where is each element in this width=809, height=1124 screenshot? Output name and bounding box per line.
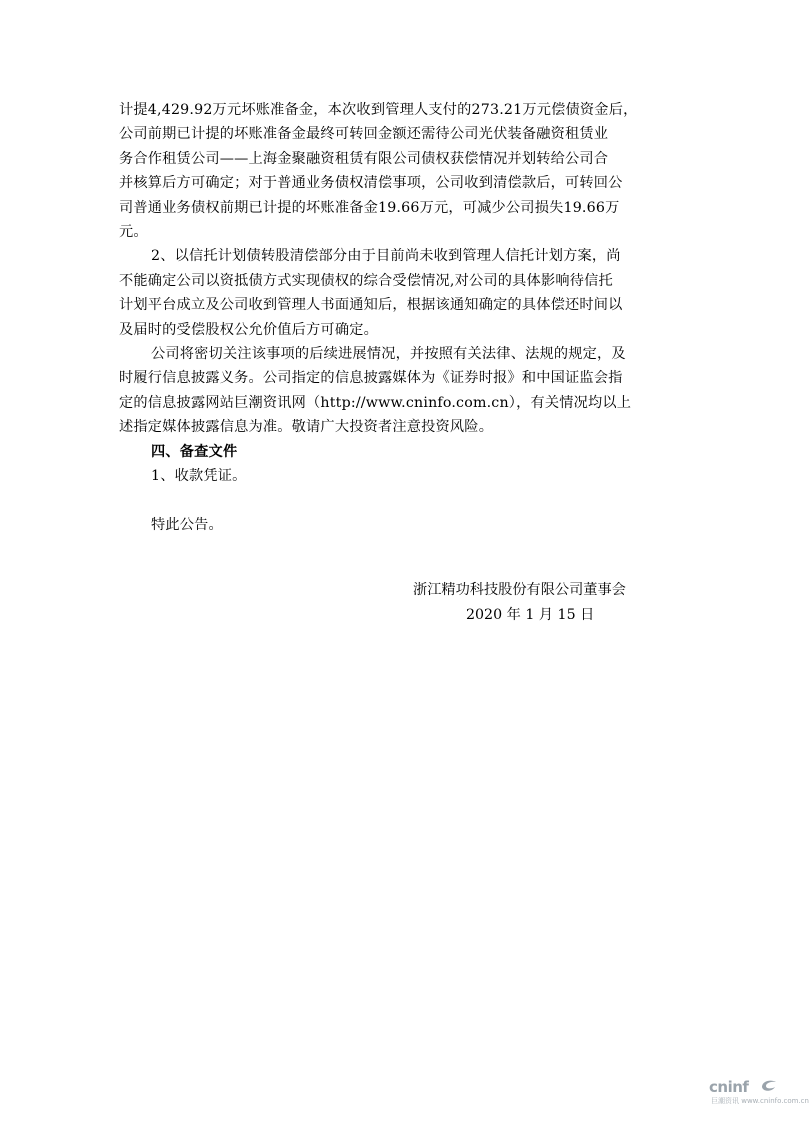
text-line: 司普通业务债权前期已计提的坏账准备金19.66万元，可减少公司损失19.66万: [119, 199, 620, 216]
watermark-logo-text: cninf: [709, 1078, 749, 1096]
signature-date: 2020 年 1 月 15 日: [466, 607, 595, 623]
paragraph-impact-1: [119, 98, 679, 244]
signature-company: 浙江精功科技股份有限公司董事会: [413, 582, 626, 598]
heading-text: 四、备查文件: [151, 443, 238, 460]
body-text: [119, 98, 679, 537]
text-line: 不能确定公司以资抵债方式实现债权的综合受偿情况,对公司的具体影响待信托: [119, 272, 613, 289]
text-line: 公司将密切关注该事项的后续进展情况，并按照有关法律、法规的规定，及: [151, 346, 626, 363]
watermark-cn-name: 巨潮资讯: [711, 1097, 739, 1105]
text-line: 定的信息披露网站巨潮资讯网（http://www.cninfo.com.cn），有关情况均以上: [119, 394, 632, 411]
closing-paragraph: [119, 513, 679, 537]
closing-text: 特此公告。: [151, 516, 223, 533]
watermark-subtext: [711, 1096, 809, 1106]
cninfo-watermark: [709, 1076, 809, 1110]
text-line: 计提4,429.92万元坏账准备金，本次收到管理人支付的273.21万元偿债资金后，: [119, 102, 638, 118]
text-line: 公司前期已计提的坏账准备金最终可转回金额还需待公司光伏装备融资租赁业: [119, 126, 609, 143]
text-line: 述指定媒体披露信息为准。敬请广大投资者注意投资风险。: [119, 419, 494, 436]
attachment-item: 1、收款凭证。: [151, 468, 247, 485]
text-line: 2、以信托计划债转股清偿部分由于目前尚未收到管理人信托计划方案，尚: [151, 248, 621, 265]
paragraph-disclosure: [119, 342, 679, 440]
attachment-list: [119, 464, 679, 488]
cninfo-swirl-icon: [759, 1078, 779, 1094]
text-line: 并核算后方可确定；对于普通业务债权清偿事项，公司收到清偿款后，可转回公: [119, 175, 623, 192]
section-heading: [119, 440, 679, 464]
paragraph-impact-2: [119, 244, 679, 342]
text-line: 务合作租赁公司——上海金聚融资租赁有限公司债权获偿情况并划转给公司合: [119, 150, 609, 167]
text-line: 及届时的受偿股权公允价值后方可确定。: [119, 321, 378, 338]
text-line: 计划平台成立及公司收到管理人书面通知后，根据该通知确定的具体偿还时间以: [119, 297, 623, 314]
watermark-url: www.cninfo.com.cn: [741, 1097, 809, 1105]
text-line: 元。: [119, 224, 148, 241]
text-line: 时履行信息披露义务。公司指定的信息披露媒体为《证券时报》和中国证监会指: [119, 370, 623, 387]
